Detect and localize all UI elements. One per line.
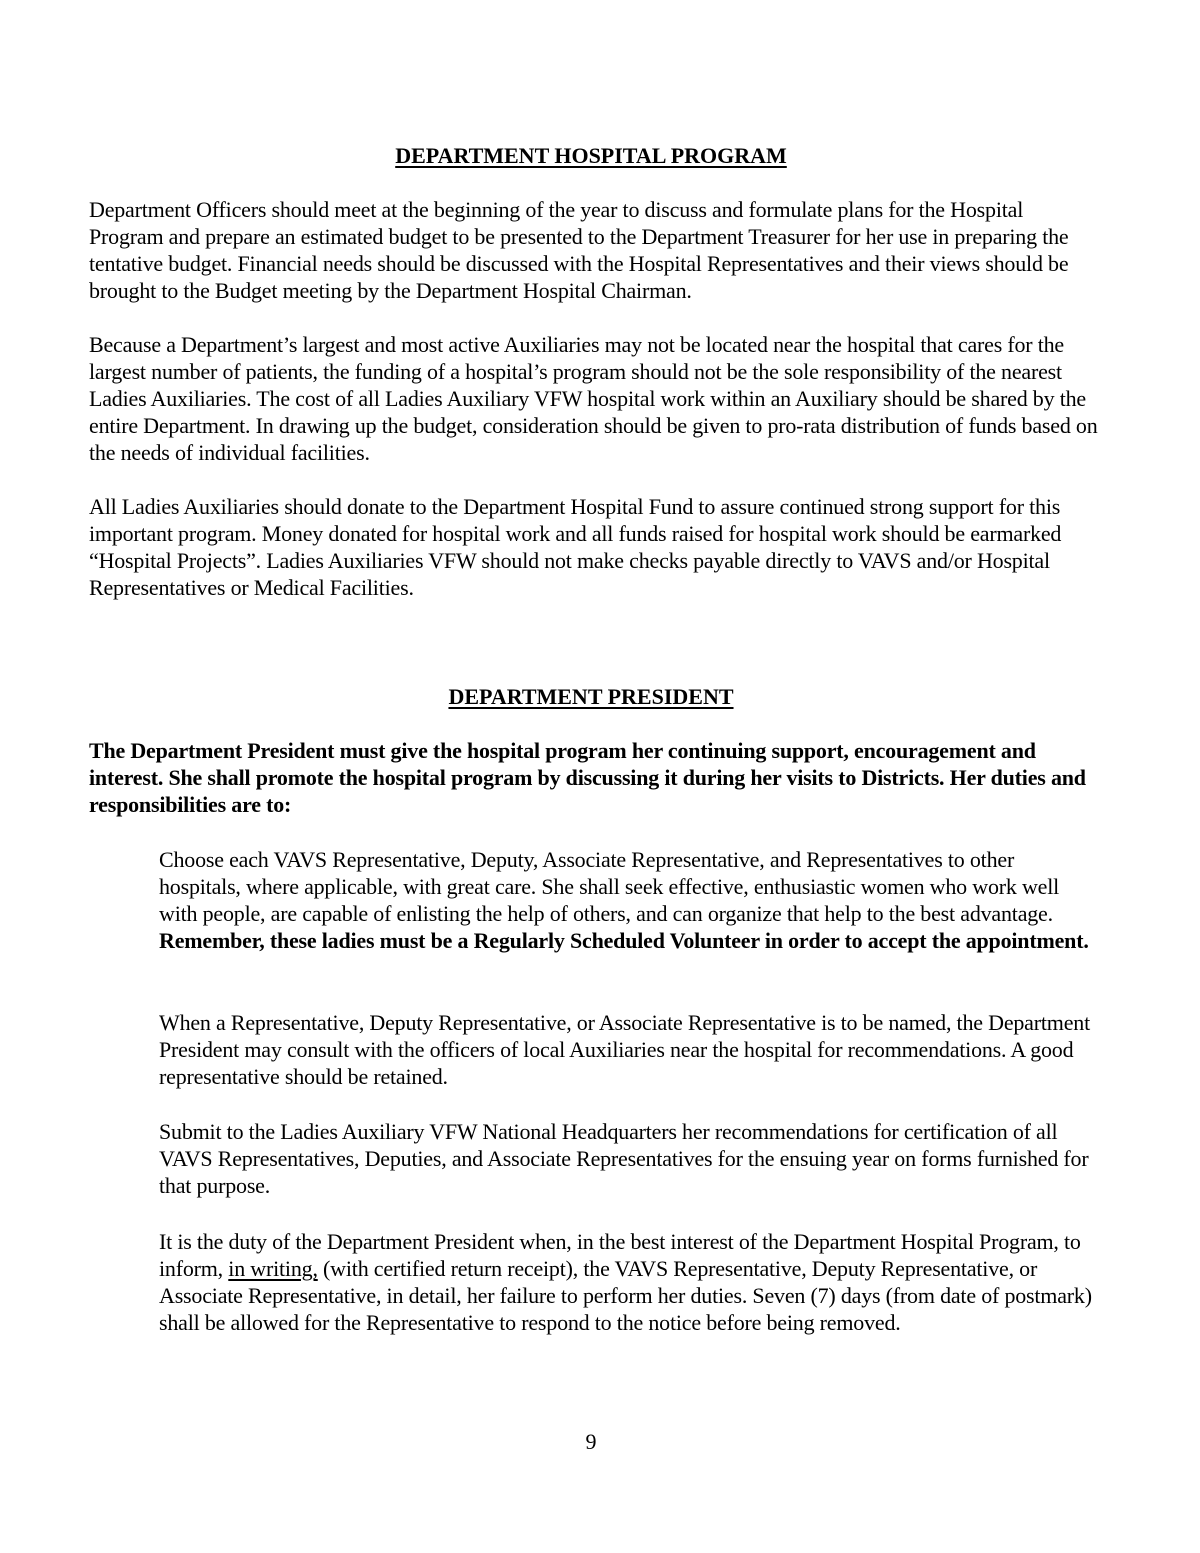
- section-title-hospital-program: DEPARTMENT HOSPITAL PROGRAM: [395, 143, 787, 168]
- item-underlined: in writing,: [228, 1256, 318, 1281]
- page-number: 9: [585, 1429, 597, 1454]
- list-item-duty-to-inform: [159, 1228, 1099, 1336]
- list-item-followup-consult: When a Representative, Deputy Representative, or Associate Representative is to be named, the Department President may consult with the officers of local Auxiliaries near the hospital for recommendations. A good representative should be retained.: [159, 1010, 1090, 1089]
- paragraph-officers-budget: Department Officers should meet at the beginning of the year to discuss and formulate plans for the Hospital Program and prepare an estimated budget to be presented to the Department Treasurer for her use in preparing the tentative budget. Financial needs should be discussed with the Hospital Representatives and their views should be brought to the Budget meeting by the Department Hospital Chairman.: [89, 197, 1069, 303]
- bullet-icon: [129, 853, 141, 869]
- section-title-department-president: DEPARTMENT PRESIDENT: [448, 684, 734, 709]
- item-text-before: It is the duty of the Department President when, in the best interest of the Department Hospital Program, to inform,: [159, 1229, 1081, 1281]
- paragraph-funding-responsibility: Because a Department’s largest and most active Auxiliaries may not be located near the hospital that cares for the largest number of patients, the funding of a hospital’s program should not be the sole responsibility of the nearest Ladies Auxiliaries. The cost of all Ladies Auxiliary VFW hospital work within an Auxiliary should be shared by the entire Department. In drawing up the budget, consideration should be given to pro-rata distribution of funds based on the needs of individual facilities.: [89, 332, 1098, 465]
- bullet-icon: [129, 1125, 141, 1141]
- paragraph-hospital-fund: All Ladies Auxiliaries should donate to the Department Hospital Fund to assure continued strong support for this important program. Money donated for hospital work and all funds raised for hospital work should be earmarked “Hospital Projects”. Ladies Auxiliaries VFW should not make checks payable directly to VAVS and/or Hospital Representatives or Medical Facilities.: [89, 494, 1062, 600]
- item-text-after: (with certified return receipt), the VAVS Representative, Deputy Representative, or Associate Representative, in detail, her failure to perform her duties. Seven (7) days (from date of postmark) shall be allowed for the Representative to respond to the notice before being removed.: [159, 1256, 1092, 1335]
- item-text: Choose each VAVS Representative, Deputy, Associate Representative, and Representatives to other hospitals, where applicable, with great care. She shall seek effective, enthusiastic women who work well with people, are capable of enlisting the help of others, and can organize that help to the best advantage.: [159, 847, 1060, 926]
- item-bold-remark: Remember, these ladies must be a Regularly Scheduled Volunteer in order to accept the appointment.: [159, 928, 1089, 953]
- list-item-submit-recommendations: Submit to the Ladies Auxiliary VFW National Headquarters her recommendations for certification of all VAVS Representatives, Deputies, and Associate Representatives for the ensuing year on forms furnished for that purpose.: [159, 1119, 1089, 1198]
- bullet-icon: [129, 1235, 141, 1251]
- president-intro: The Department President must give the hospital program her continuing support, encouragement and interest. She shall promote the hospital program by discussing it during her visits to Districts. Her duties and responsibilities are to:: [89, 738, 1086, 817]
- list-item-choose-representatives: [159, 846, 1099, 954]
